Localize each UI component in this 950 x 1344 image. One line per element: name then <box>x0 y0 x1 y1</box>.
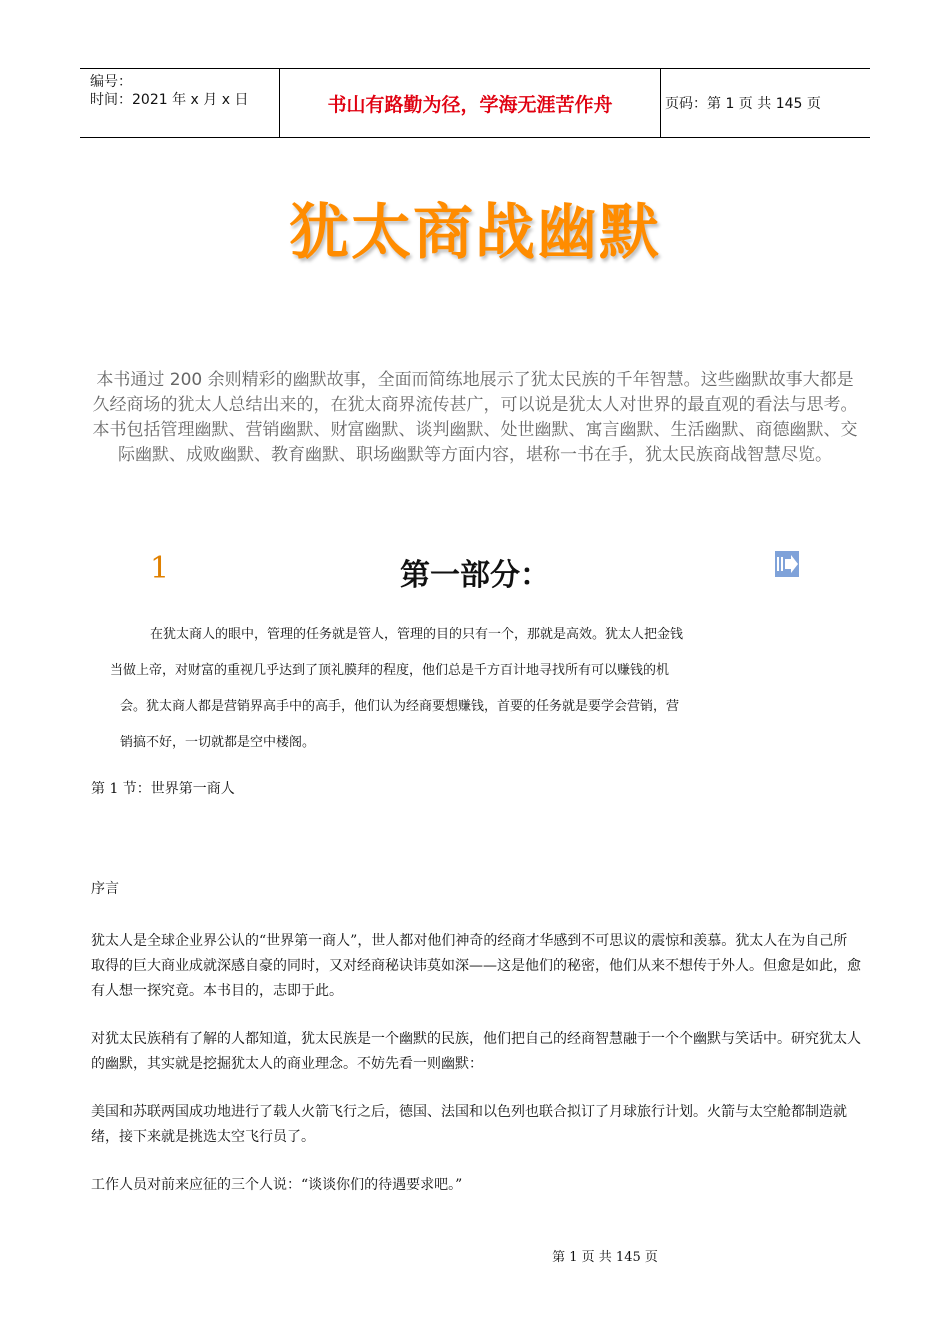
header-page-label: 页码：第 1 页 共 145 页 <box>665 96 821 112</box>
body-paragraph: 犹太人是全球企业界公认的“世界第一商人”，世人都对他们神奇的经商才华感到不可思议的震惊和羡慕。犹太人在为自己所取得的巨大商业成就深感自豪的同时，又对经商秘诀讳莫如深——这是他们的秘密，他们从来不想传于外人。但愈是如此，愈有人想一探究竟。本书目的，志即于此。 <box>91 933 861 999</box>
section-summary <box>110 617 750 761</box>
subsection-heading: 第 1 节：世界第一商人 <box>91 781 235 797</box>
header-info <box>80 69 280 137</box>
summary-line: 销搞不好，一切就都是空中楼阁。 <box>120 735 316 750</box>
summary-line: 当做上帝，对财富的重视几乎达到了顶礼膜拜的程度，他们总是千方百计地寻找所有可以赚钱的机 <box>110 663 670 678</box>
body-paragraph: 对犹太民族稍有了解的人都知道，犹太民族是一个幽默的民族，他们把自己的经商智慧融于一个个幽默与笑话中。研究犹太人的幽默，其实就是挖掘犹太人的商业理念。不妨先看一则幽默： <box>91 1031 861 1072</box>
arrow-right-icon[interactable] <box>775 551 799 577</box>
section-number: 1 <box>150 551 170 586</box>
section-title: 第一部分： <box>400 558 550 593</box>
header-motto: 书山有路勤为径，学海无涯苦作舟 <box>280 69 661 137</box>
header-table <box>80 68 870 138</box>
time-label: 时间：2021 年 x 月 x 日 <box>90 92 249 108</box>
summary-line: 会。犹太商人都是营销界高手中的高手，他们认为经商要想赚钱，首要的任务就是要学会营销，营 <box>120 699 680 714</box>
intro-paragraph: 本书通过 200 余则精彩的幽默故事，全面而简练地展示了犹太民族的千年智慧。这些幽默故事大都是久经商场的犹太人总结出来的，在犹太商界流传甚广，可以说是犹太人对世界的最直观的看法与思考。本书包括管理幽默、营销幽默、财富幽默、谈判幽默、处世幽默、寓言幽默、生活幽默、商德幽默、交际幽默、成败幽默、教育幽默、职场幽默等方面内容，堪称一书在手，犹太民族商战智慧尽览。 <box>92 370 858 465</box>
number-label: 编号： <box>90 74 132 90</box>
body-paragraph: 美国和苏联两国成功地进行了载人火箭飞行之后，德国、法国和以色列也联合拟订了月球旅行计划。火箭与太空舱都制造就绪，接下来就是挑选太空飞行员了。 <box>91 1104 847 1145</box>
page-footer: 第 1 页 共 145 页 <box>552 1250 658 1265</box>
document-title: 犹太商战幽默 <box>289 198 661 268</box>
body-paragraph: 工作人员对前来应征的三个人说：“谈谈你们的待遇要求吧。” <box>91 1177 463 1193</box>
summary-line: 在犹太商人的眼中，管理的任务就是管人，管理的目的只有一个，那就是高效。犹太人把金钱 <box>150 627 684 642</box>
preface-heading: 序言 <box>91 881 119 897</box>
